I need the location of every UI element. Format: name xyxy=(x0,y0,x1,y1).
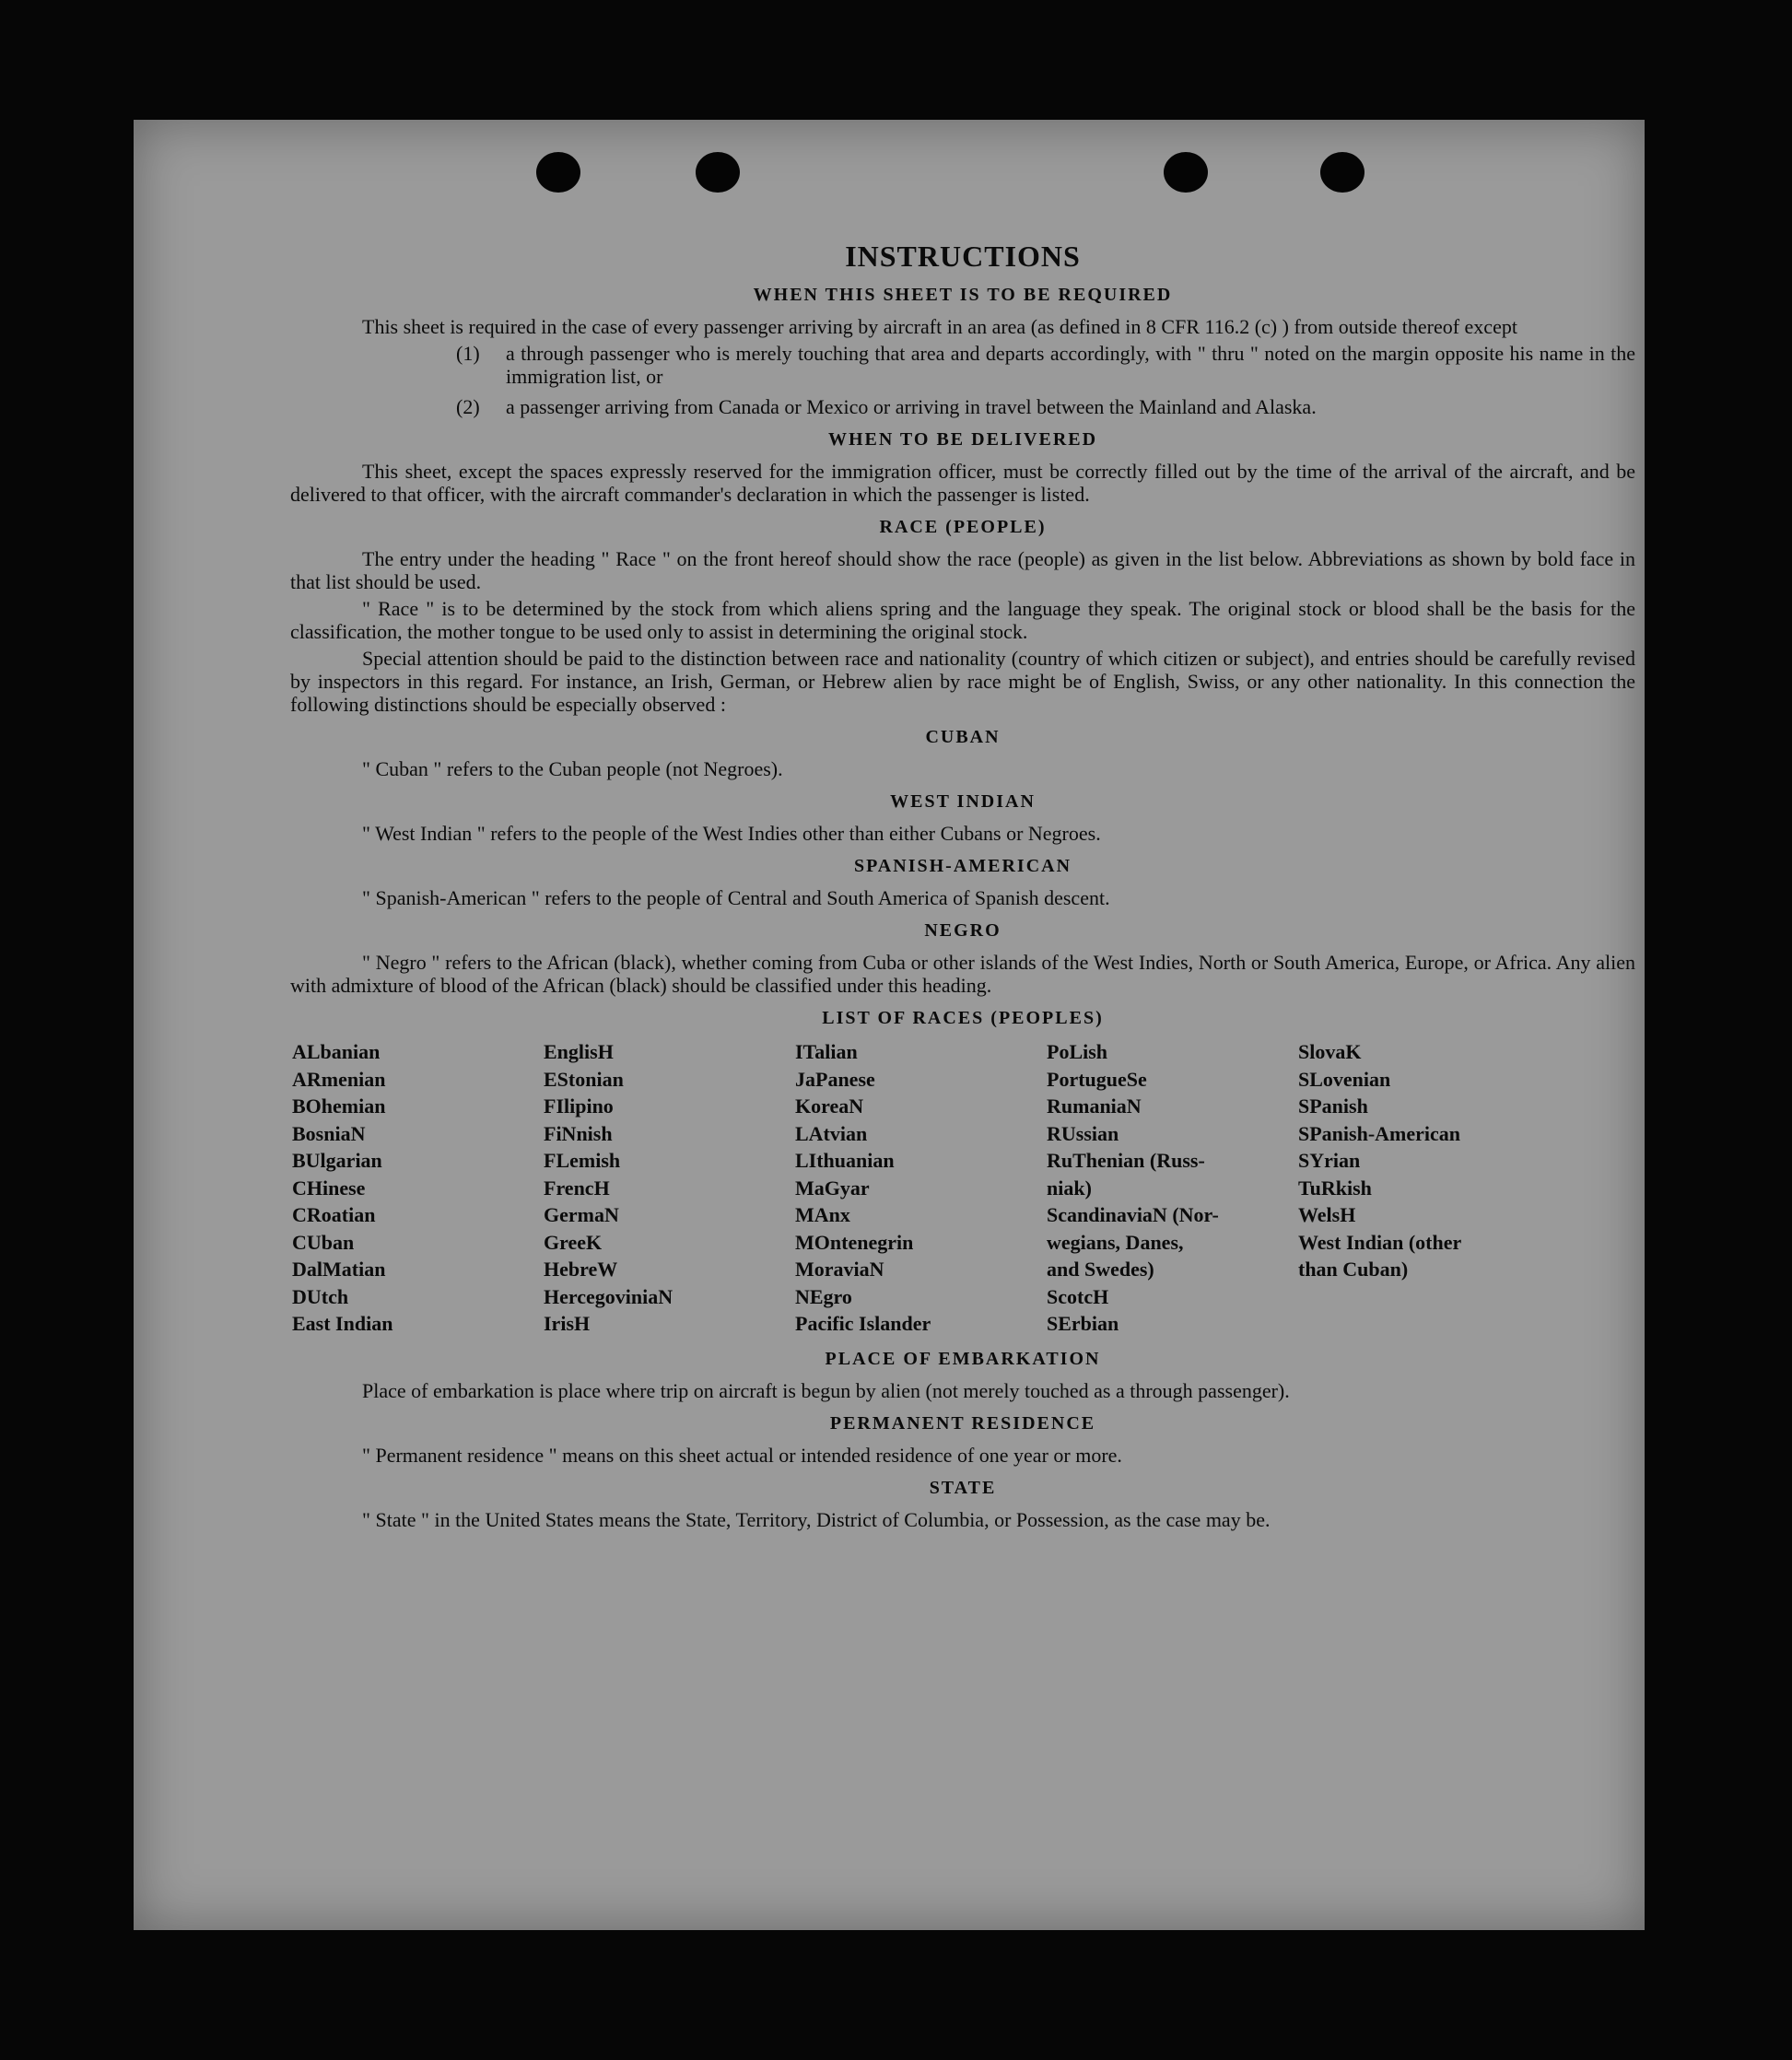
race-entry: ScandinaviaN (Nor- xyxy=(1047,1203,1219,1226)
section-heading: RACE (PEOPLE) xyxy=(879,517,1047,537)
section-heading: WHEN TO BE DELIVERED xyxy=(827,429,1098,450)
race-entry: PortugueSe xyxy=(1047,1067,1147,1091)
race-entry: FiNnish xyxy=(544,1121,613,1145)
paragraph: " State " in the United States means the State, Territory, District of Columbia, or Possession, as the case may be. xyxy=(362,1507,1271,1531)
race-entry: SLovenian xyxy=(1298,1067,1391,1091)
paragraph: " Cuban " refers to the Cuban people (not Negroes). xyxy=(362,757,783,780)
race-entry: SPanish xyxy=(1298,1094,1368,1118)
race-entry: West Indian (other xyxy=(1298,1230,1462,1254)
item-text: a passenger arriving from Canada or Mexico or arriving in travel between the Mainland and Alaska. xyxy=(506,395,1317,418)
item-number: (1) xyxy=(456,342,480,365)
race-entry: and Swedes) xyxy=(1047,1258,1154,1281)
section-heading: SPANISH-AMERICAN xyxy=(853,856,1072,876)
race-entry: DalMatian xyxy=(292,1258,386,1281)
race-entry: FLemish xyxy=(544,1149,621,1172)
race-entry: SErbian xyxy=(1047,1312,1119,1335)
race-entry: EnglisH xyxy=(544,1040,614,1063)
race-entry: JaPanese xyxy=(795,1067,875,1091)
race-entry: niak) xyxy=(1047,1176,1092,1200)
race-entry: ARmenian xyxy=(292,1067,386,1091)
punch-hole xyxy=(1320,152,1364,193)
race-entry: SPanish-American xyxy=(1298,1121,1460,1145)
race-entry: than Cuban) xyxy=(1298,1258,1409,1281)
race-entry: RuThenian (Russ- xyxy=(1047,1149,1205,1172)
section-heading: CUBAN xyxy=(925,727,1001,747)
race-entry: GreeK xyxy=(544,1230,603,1254)
race-entry: FrencH xyxy=(544,1176,610,1200)
race-entry: LAtvian xyxy=(795,1121,868,1145)
paragraph: " Spanish-American " refers to the people of Central and South America of Spanish descent. xyxy=(362,886,1110,909)
punch-hole xyxy=(696,152,740,193)
race-entry: ScotcH xyxy=(1047,1284,1109,1308)
race-entry: KoreaN xyxy=(795,1094,864,1118)
race-entry: PoLish xyxy=(1047,1040,1108,1063)
list-item xyxy=(290,395,1635,418)
race-entry: MOntenegrin xyxy=(795,1230,914,1254)
race-entry: TuRkish xyxy=(1298,1176,1372,1200)
race-list xyxy=(292,1038,1635,1338)
race-entry: BOhemian xyxy=(292,1094,386,1118)
paragraph: " Race " is to be determined by the stock from which aliens spring and the language they speak. The original stock or blood shall be the basis for the classification, the mother tongue to be used only to assist in determining the original stock. xyxy=(290,597,1635,643)
race-entry: HebreW xyxy=(544,1258,618,1281)
race-entry: WelsH xyxy=(1298,1203,1356,1226)
race-entry: IrisH xyxy=(544,1312,591,1335)
section-heading: LIST OF RACES (PEOPLES) xyxy=(822,1008,1104,1028)
race-entry xyxy=(1298,1310,1550,1338)
paragraph: The entry under the heading " Race " on the front hereof should show the race (people) as given in the list below. Abbreviations as shown by bold face in that list should be used. xyxy=(290,547,1635,593)
race-entry: MAnx xyxy=(795,1203,850,1226)
section-heading: WHEN THIS SHEET IS TO BE REQUIRED xyxy=(753,285,1173,305)
race-entry: NEgro xyxy=(795,1284,852,1308)
race-entry: ITalian xyxy=(795,1040,858,1063)
paragraph: This sheet is required in the case of every passenger arriving by aircraft in an area (as defined in 8 CFR 116.2 (c) ) from outside thereof except xyxy=(362,315,1517,338)
paragraph: " West Indian " refers to the people of the West Indies other than either Cubans or Negroes. xyxy=(362,822,1101,845)
item-number: (2) xyxy=(456,395,480,418)
race-entry: MoraviaN xyxy=(795,1258,884,1281)
race-entry: wegians, Danes, xyxy=(1047,1230,1184,1254)
race-entry: RumaniaN xyxy=(1047,1094,1142,1118)
race-entry: DUtch xyxy=(292,1284,349,1308)
punch-hole xyxy=(536,152,580,193)
instructions-body xyxy=(290,240,1635,1535)
race-entry: BUlgarian xyxy=(292,1149,382,1172)
race-entry: GermaN xyxy=(544,1203,619,1226)
paragraph: " Permanent residence " means on this sheet actual or intended residence of one year or more. xyxy=(362,1443,1122,1467)
section-heading: STATE xyxy=(929,1477,997,1498)
race-entry: CUban xyxy=(292,1230,355,1254)
list-item xyxy=(290,342,1635,388)
paragraph: This sheet, except the spaces expressly reserved for the immigration officer, must be correctly filled out by the time of the arrival of the aircraft, and be delivered to that officer, with the aircraft commander's declaration in which the passenger is listed. xyxy=(290,460,1635,506)
race-entry: EStonian xyxy=(544,1067,624,1091)
race-entry xyxy=(1298,1283,1550,1311)
section-heading: NEGRO xyxy=(924,920,1001,941)
section-heading: PERMANENT RESIDENCE xyxy=(829,1412,1096,1434)
race-entry: FIlipino xyxy=(544,1094,614,1118)
section-heading: PLACE OF EMBARKATION xyxy=(825,1348,1101,1369)
paragraph: " Negro " refers to the African (black), whether coming from Cuba or other islands of the West Indies, North or South America, Europe, or Africa. Any alien with admixture of blood of the African (black) should be classified under this heading. xyxy=(290,951,1635,997)
race-entry: LIthuanian xyxy=(795,1149,895,1172)
item-text: a through passenger who is merely touching that area and departs accordingly, with " thru " noted on the margin opposite his name in the immigration list, or xyxy=(506,342,1635,388)
page-title: INSTRUCTIONS xyxy=(845,240,1081,273)
race-entry: ALbanian xyxy=(292,1040,381,1063)
race-entry: SYrian xyxy=(1298,1149,1361,1172)
document-page xyxy=(134,120,1645,1930)
race-entry: CRoatian xyxy=(292,1203,376,1226)
race-entry: MaGyar xyxy=(795,1176,870,1200)
punch-hole xyxy=(1164,152,1208,193)
race-entry: HercegoviniaN xyxy=(544,1284,673,1308)
race-entry: CHinese xyxy=(292,1176,366,1200)
paragraph: Place of embarkation is place where trip on aircraft is begun by alien (not merely touched as a through passenger). xyxy=(362,1378,1290,1402)
race-entry: SlovaK xyxy=(1298,1040,1362,1063)
section-heading: WEST INDIAN xyxy=(890,791,1036,812)
race-entry: RUssian xyxy=(1047,1121,1119,1145)
race-entry: East Indian xyxy=(292,1312,393,1335)
paragraph: Special attention should be paid to the distinction between race and nationality (country of which citizen or subject), and entries should be carefully revised by inspectors in this regard. For instance, an Irish, German, or Hebrew alien by race might be of English, Swiss, or any other nationality. In this connection the following distinctions should be especially observed : xyxy=(290,647,1635,716)
race-entry: BosniaN xyxy=(292,1121,366,1145)
race-entry: Pacific Islander xyxy=(795,1312,931,1335)
